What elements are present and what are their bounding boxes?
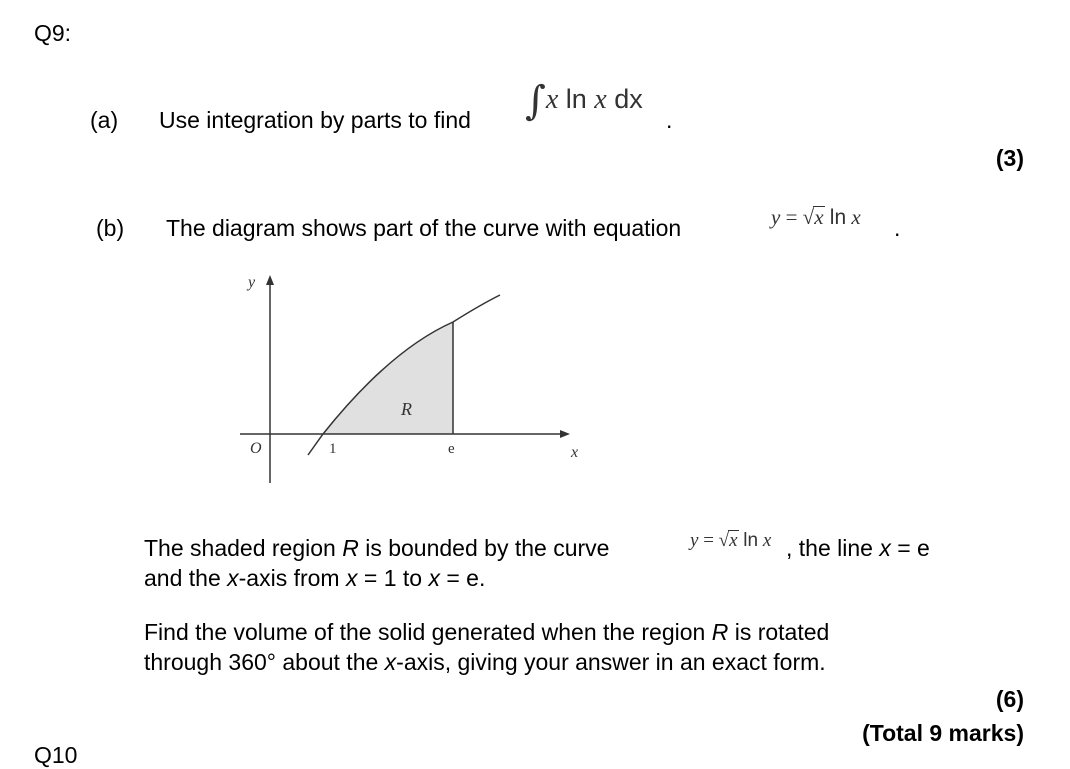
part-b-period: . <box>894 215 901 241</box>
p2l2-x: x <box>384 649 397 675</box>
p1-x: x <box>879 535 891 561</box>
part-b-equation <box>771 205 861 230</box>
x-axis-label: x <box>571 444 579 461</box>
eq-y: y <box>771 205 781 229</box>
part-a-period: . <box>666 107 673 133</box>
shaded-region-R <box>323 322 453 434</box>
paragraph-2-line-1 <box>144 619 829 646</box>
tick-1-label: 1 <box>329 441 337 457</box>
paragraph-1-line-1-end <box>786 535 930 562</box>
p2l2-pre: through 360° about the <box>144 649 379 675</box>
eq-ln: ln <box>829 206 847 229</box>
eq-x: x <box>851 205 861 229</box>
part-a-text: Use integration by parts to find <box>159 107 471 133</box>
integrand-x: x <box>545 84 559 115</box>
paragraph-2-line-2 <box>144 649 826 676</box>
part-a-integral <box>525 72 643 124</box>
p2-pre: Find the volume of the solid generated when the region <box>144 619 706 645</box>
curve-diagram <box>230 265 590 490</box>
paragraph-1-line-2 <box>144 565 485 592</box>
p1-mid: is bounded by the curve <box>365 535 610 561</box>
sqrt-icon: √ <box>718 530 730 551</box>
eq-radicand: x <box>814 205 824 229</box>
paragraph-1-equation <box>690 530 771 552</box>
x-axis-arrow-icon <box>560 430 570 438</box>
part-a-marks: (3) <box>995 145 1024 171</box>
p1l2-x3: x <box>428 565 440 591</box>
part-b-label: (b) <box>96 215 125 241</box>
p1-eq-ln: ln <box>743 530 759 551</box>
part-b-text: The diagram shows part of the curve with equation <box>166 215 682 241</box>
p1l2-pre: and the <box>144 565 221 591</box>
total-marks: (Total 9 marks) <box>862 720 1024 746</box>
p1-text: The shaded region <box>144 535 336 561</box>
p1-eq-radicand: x <box>729 530 738 551</box>
integrand-x2: x <box>594 84 607 115</box>
integrand-ln: ln <box>565 84 587 114</box>
tick-e-label: e <box>448 441 455 457</box>
p1-eq-x: x <box>762 530 772 551</box>
p2-post: is rotated <box>734 619 830 645</box>
p1-eq: = e <box>897 535 930 561</box>
p1-post: , the line <box>786 535 873 561</box>
p2-R: R <box>711 619 729 645</box>
p1l2-to: = e. <box>446 565 486 591</box>
p1-R: R <box>342 535 359 561</box>
p1l2-x: x <box>227 565 239 591</box>
p1l2-mid: -axis from <box>238 565 340 591</box>
origin-label: O <box>250 440 262 457</box>
region-label: R <box>401 399 412 419</box>
p1-eq-y: y <box>690 530 699 551</box>
paragraph-1-line-1 <box>144 535 609 562</box>
p1l2-x2: x <box>345 565 358 591</box>
sqrt-icon: √ <box>802 205 815 229</box>
p2l2-post: -axis, giving your answer in an exact form. <box>396 649 826 675</box>
eq-equals: = <box>785 205 798 229</box>
question-number: Q9: <box>34 20 72 46</box>
part-b-marks: (6) <box>995 686 1024 712</box>
p1-eq-equals: = <box>703 530 714 551</box>
part-a-label: (a) <box>90 107 119 133</box>
integrand-dx: dx <box>614 84 643 114</box>
p1l2-from: = 1 to <box>363 565 423 591</box>
integral-sign: ∫ <box>525 78 546 124</box>
next-question-number: Q10 <box>34 742 78 768</box>
y-axis-arrow-icon <box>266 275 274 285</box>
y-axis-label: y <box>248 274 256 291</box>
